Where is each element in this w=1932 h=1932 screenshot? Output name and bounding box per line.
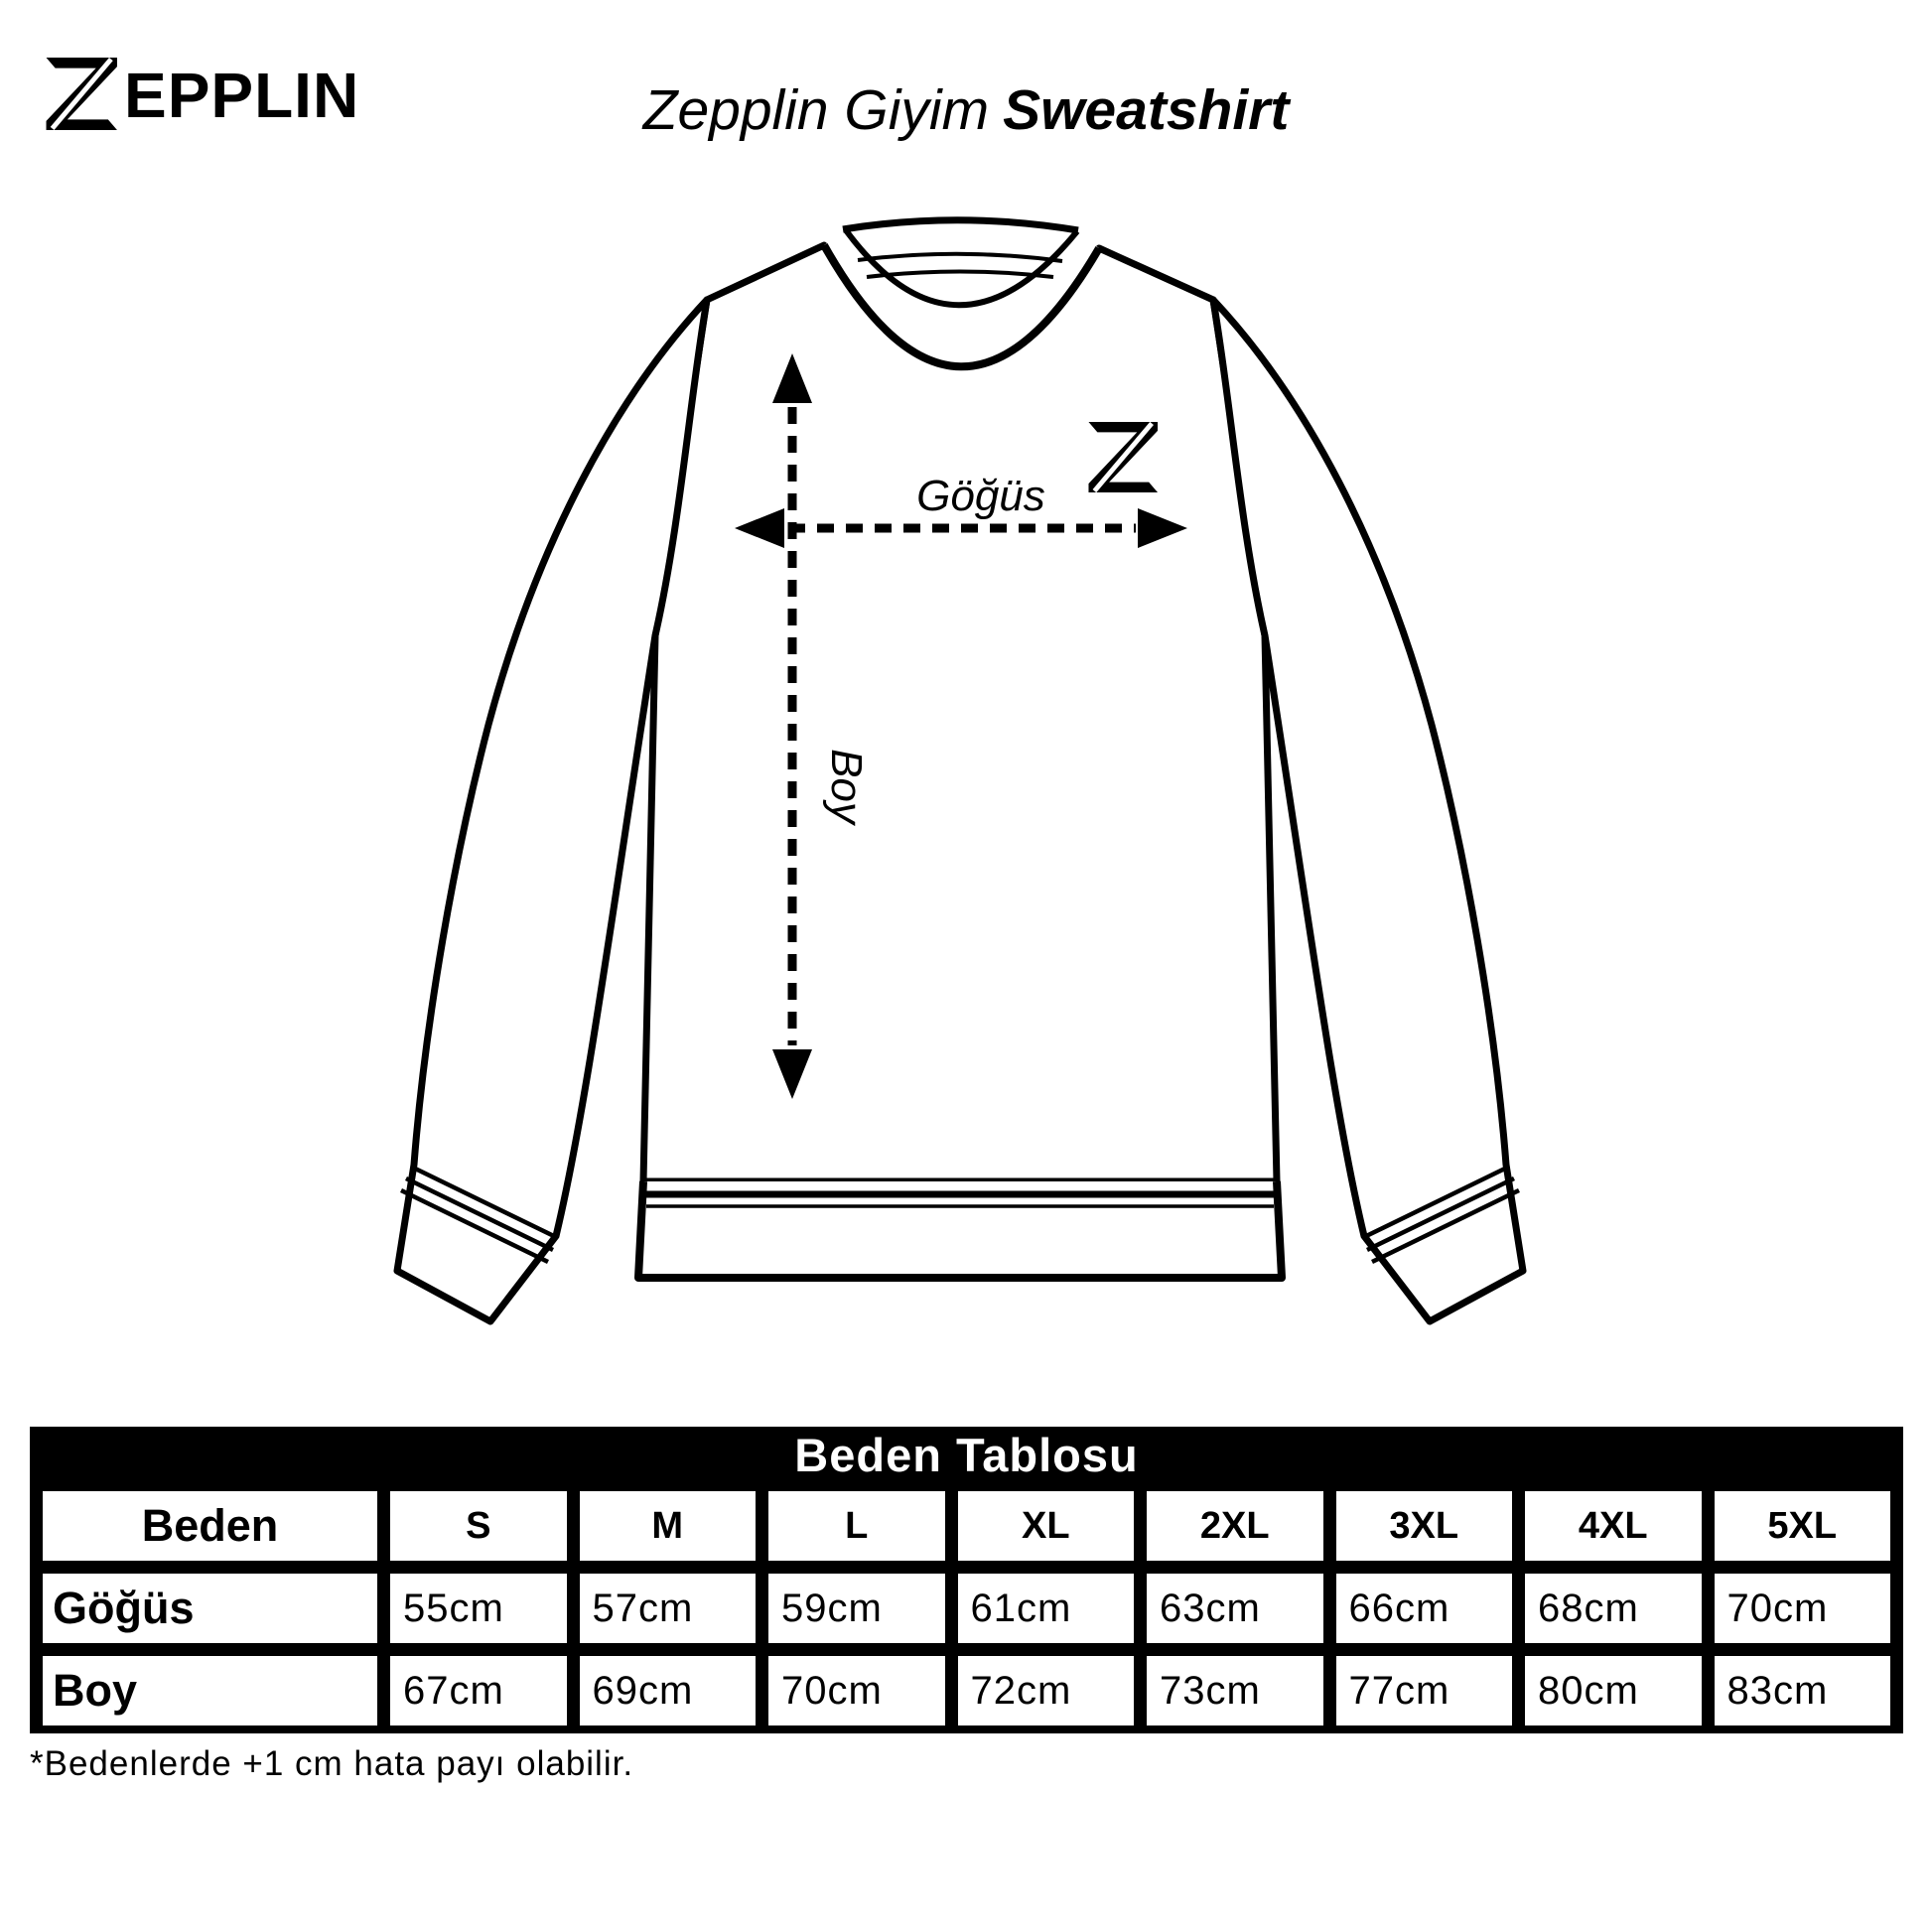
chest-value: 59cm — [768, 1574, 945, 1643]
chest-value: 55cm — [390, 1574, 567, 1643]
size-column-header: L — [768, 1491, 945, 1561]
size-table — [30, 1427, 1903, 1733]
length-value: 72cm — [958, 1656, 1135, 1725]
size-column-header: 2XL — [1147, 1491, 1323, 1561]
size-column-header: XL — [958, 1491, 1135, 1561]
length-measure-label: Boy — [822, 749, 871, 824]
chest-measure-label: Göğüs — [916, 472, 1045, 520]
chest-value: 63cm — [1147, 1574, 1323, 1643]
row-label-length: Boy — [43, 1656, 377, 1725]
sweatshirt-diagram — [0, 169, 1932, 1430]
length-value: 67cm — [390, 1656, 567, 1725]
size-column-header: 5XL — [1715, 1491, 1891, 1561]
row-label-chest: Göğüs — [43, 1574, 377, 1643]
page-title — [0, 77, 1932, 143]
tolerance-footnote: *Bedenlerde +1 cm hata payı olabilir. — [30, 1744, 634, 1783]
size-column-header: 4XL — [1525, 1491, 1702, 1561]
page-title-brand: Zepplin Giyim — [642, 78, 990, 142]
back-neck-line — [858, 254, 1062, 261]
page-title-product: Sweatshirt — [1003, 78, 1290, 142]
length-value: 83cm — [1715, 1656, 1891, 1725]
size-column-header: S — [390, 1491, 567, 1561]
chest-value: 68cm — [1525, 1574, 1702, 1643]
sweatshirt-body-outline — [643, 245, 1277, 1181]
size-table-title: Beden Tablosu — [794, 1429, 1139, 1481]
length-value: 70cm — [768, 1656, 945, 1725]
brand-logo-text: EPPLIN — [124, 59, 360, 131]
chest-value: 70cm — [1715, 1574, 1891, 1643]
collar-top-edge — [843, 220, 1078, 230]
chest-value: 61cm — [958, 1574, 1135, 1643]
length-value: 69cm — [580, 1656, 757, 1725]
size-table-grid — [30, 1483, 1903, 1734]
back-neck-line — [867, 272, 1053, 278]
chest-value: 57cm — [580, 1574, 757, 1643]
length-value: 77cm — [1336, 1656, 1513, 1725]
length-value: 80cm — [1525, 1656, 1702, 1725]
chest-value: 66cm — [1336, 1574, 1513, 1643]
size-column-header: 3XL — [1336, 1491, 1513, 1561]
length-value: 73cm — [1147, 1656, 1323, 1725]
size-table-header-cell: Beden — [43, 1491, 377, 1561]
size-column-header: M — [580, 1491, 757, 1561]
